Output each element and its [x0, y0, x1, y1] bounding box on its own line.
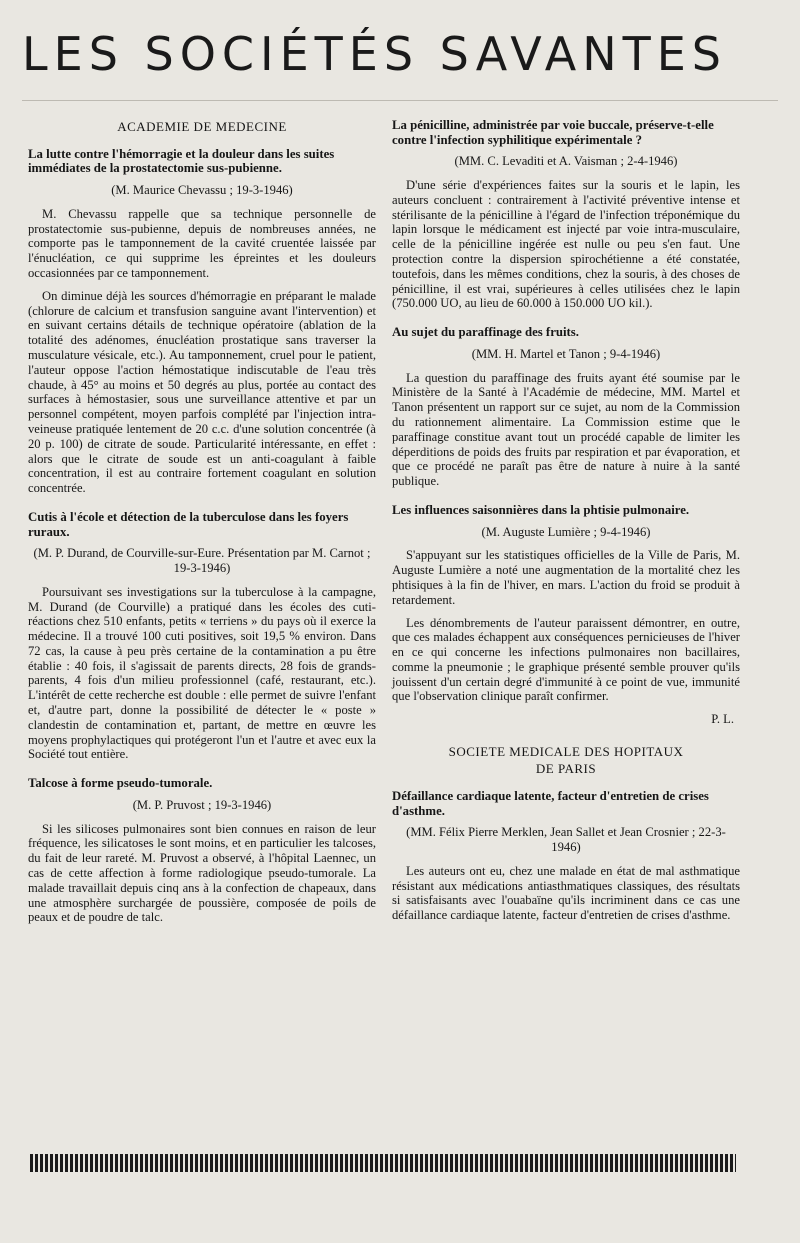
masthead-rule — [22, 100, 778, 101]
article-talcose — [28, 776, 376, 925]
article-heading: Défaillance cardiaque latente, facteur d'entretien de crises d'asthme. — [392, 789, 709, 818]
section-title-societe-medicale — [392, 743, 740, 777]
article-byline: (MM. Félix Pierre Merklen, Jean Sallet et Jean Crosnier ; 22-3-1946) — [406, 825, 726, 855]
article-heading: Cutis à l'école et détection de la tuberculose dans les foyers ruraux. — [28, 509, 349, 539]
article-paragraph: La question du paraffinage des fruits ayant été soumise par le Ministère de la Santé à l'Académie de médecine, MM. Martel et Tanon présentent un rapport sur ce sujet, au nom de la Commission du rationnement alimentaire. La Commission estime que le paraffinage constitue avant tout un procédé capable de limiter les déperditions de poids des fruits par respiration et par évaporation, et que ce procédé ne paraît pas être de nature à nuire à la santé publique. — [392, 370, 740, 489]
article-hemorragie — [28, 147, 376, 496]
article-defaillance-cardiaque — [392, 789, 740, 923]
article-byline: (MM. H. Martel et Tanon ; 9-4-1946) — [471, 346, 661, 361]
right-column — [392, 118, 740, 931]
article-heading: Au sujet du paraffinage des fruits. — [392, 325, 579, 340]
section-title-line: SOCIETE MEDICALE DES HOPITAUX — [448, 744, 684, 760]
article-phtisie — [392, 503, 740, 727]
article-paragraph: Si les silicoses pulmonaires sont bien connues en raison de leur fréquence, les silicatoses le sont moins, et en particulier les talcoses, du fait de leur rareté. M. Pruvost a observé, à l'hôpital Laennec, un cas de cette affection à forme radiologique pseudo-tumorale. La malade travaillait depuis cinq ans à la confection de chapeaux, dans une atmosphère surchargée de poussière, composée de poils de peaux et de poudre de talc. — [28, 821, 376, 925]
article-byline: (MM. C. Levaditi et A. Vaisman ; 2-4-1946) — [454, 154, 678, 169]
article-penicilline — [392, 118, 740, 311]
article-paragraph: D'une série d'expériences faites sur la souris et le lapin, les auteurs concluent : contrairement à l'activité préventive intense et stérilisante de la pénicilline à l'égard de l'infection tréponémique du lapin lorsque le médicament est injecté par voie intra-musculaire, celle de la pénicilline ingérée est nulle ou peu s'en faut. Une protection contre la dispersion spirochétienne a été constatée, toutefois, dans les mêmes conditions, chez la souris, à des choses de pénicilline, il est vrai, supérieures à celles utilisées chez le lapin (750.000 UO, au lieu de 60.000 à 150.000 UO kil.). — [392, 177, 740, 311]
footer-barcode-strip — [30, 1154, 736, 1172]
article-paragraph: Les auteurs ont eu, chez une malade en état de mal asthmatique résistant aux médications antiasthmatiques classiques, des résultats si satisfaisants avec l'ouabaïne qu'ils incriminent dans ce cas une défaillance cardiaque latente, facteur d'entretien de crises d'asthme. — [392, 863, 740, 923]
article-paragraph: Les dénombrements de l'auteur paraissent démontrer, en outre, que ces malades échappent aux conséquences pernicieuses de l'hiver en ce qui concerne les infections pulmonaires non bacillaires, comme la pneumonie ; le graphique présenté semble prouver qu'ils jouissent d'un certain degré d'immunité à ce point de vue, immunité que l'observation clinique paraît confirmer. — [392, 615, 740, 704]
article-paragraph: S'appuyant sur les statistiques officielles de la Ville de Paris, M. Auguste Lumière a noté une augmentation de la mortalité chez les phtisiques à la fin de l'hiver, en mars. L'action du froid se produit à retardement. — [392, 548, 740, 607]
article-byline: (M. P. Durand, de Courville-sur-Eure. Présentation par M. Carnot ; 19-3-1946) — [33, 546, 371, 575]
left-column — [28, 118, 376, 933]
article-heading: La pénicilline, administrée par voie buccale, préserve-t-elle contre l'infection syphilitique expérimentale ? — [392, 118, 714, 147]
section-title-academie: ACADEMIE DE MEDECINE — [117, 119, 287, 134]
masthead-title: LES SOCIÉTÉS SAVANTES — [22, 27, 727, 81]
article-byline: (M. Auguste Lumière ; 9-4-1946) — [481, 524, 651, 539]
article-paragraph: On diminue déjà les sources d'hémorragie en préparant le malade (chlorure de calcium et transfusion sanguine avant l'intervention) et en suivant certains détails de technique opératoire (ablation de la totalité des adénomes, énucléation prostatique sans traverser la musculature vésicale, etc.). Au tamponnement, cruel pour le patient, l'auteur oppose l'action hémostatique indiscutable de l'eau très chaude, à 45° au moins et 50 degrés au plus, portée au contact des surfaces à hémostasier, sous une surveillance attentive et par un personnel compétent, moyen parfois complété par l'injection intra-veineuse pratiquée lentement de 20 c.c. d'une solution concentrée (à 20 p. 100) de citrate de soude. Particularité intéressante, en effet : alors que le citrate de soude est un anti-coagulant à faible concentration, il est au contraire fortement coagulant en solution concentrée. — [28, 288, 376, 496]
article-heading: Les influences saisonnières dans la phtisie pulmonaire. — [392, 502, 690, 517]
author-signature: P. L. — [711, 712, 734, 727]
article-byline: (M. P. Pruvost ; 19-3-1946) — [132, 797, 272, 812]
article-paragraph: M. Chevassu rappelle que sa technique personnelle de prostatectomie sus-pubienne, depuis de nombreuses années, ne comporte pas le tamponnement de la cavité cruentée laissée par l'énucléation, ce qui supprime les épreintes et les douleurs occasionnées par ce tamponnement. — [28, 206, 376, 280]
article-heading: Talcose à forme pseudo-tumorale. — [28, 776, 213, 791]
section-title-line: DE PARIS — [535, 761, 597, 777]
article-heading: La lutte contre l'hémorragie et la douleur dans les suites immédiates de la prostatectomie sus-pubienne. — [28, 146, 335, 176]
article-paragraph: Poursuivant ses investigations sur la tuberculose à la campagne, M. Durand (de Courville) a pratiqué dans les écoles des cuti-réactions chez 510 enfants, petits « terriens » du pays où il exerce la médecine. Il a trouvé 100 cuti positives, soit 19,5 % environ. Dans 72 cas, la cause à peu près certaine de la contamination a pu être établie : 40 fois, il s'agissait de parents directs, 28 fois de grands-parents, 4 fois d'un milieu professionnel (café, restaurant, etc.). L'intérêt de cette recherche est double : elle permet de suivre l'enfant et, d'autre part, donne la possibilité de détecter le « poste » clandestin de contamination et, partant, de mettre en œuvre les moyens prophylactiques qui protégeront l'un et l'autre et avec eux la Société tout entière. — [28, 584, 376, 762]
article-cutis — [28, 510, 376, 762]
article-byline: (M. Maurice Chevassu ; 19-3-1946) — [111, 182, 293, 197]
article-paraffinage — [392, 325, 740, 489]
